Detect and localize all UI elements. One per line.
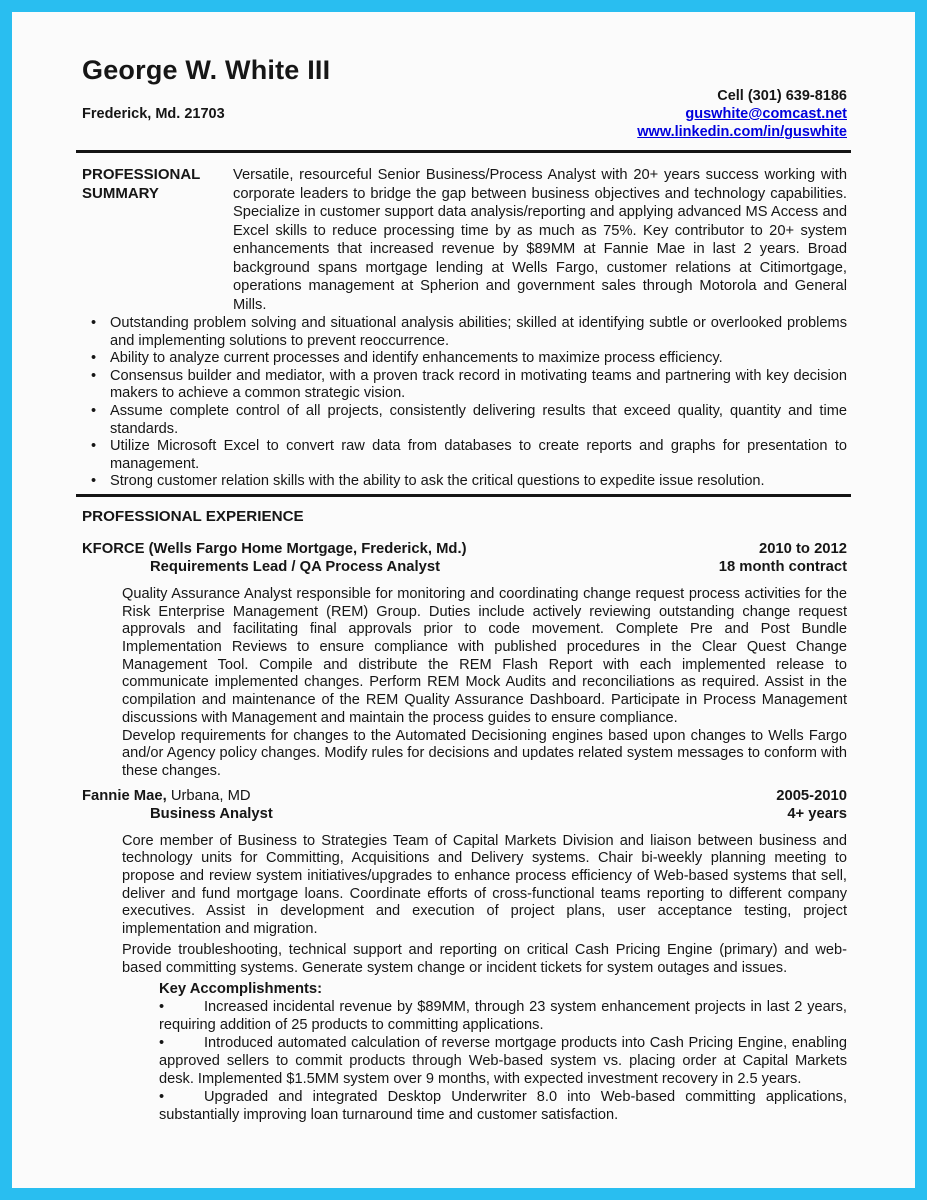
summary-bullet: • Assume complete control of all projects, consistently delivering results that exceed quality, quantity and time standards. (82, 403, 847, 438)
accomplishment-item: • Introduced automated calculation of reverse mortgage products into Cash Pricing Engine, enabling approved sellers to commit products through Web-based system vs. placing order at Capital Markets desk. Implemented $1.5MM system over 9 months, with expected investment recovery in 2.5 years. (159, 1035, 847, 1088)
bullet-icon: • (159, 1035, 165, 1052)
summary-text: Versatile, resourceful Senior Business/Process Analyst with 20+ years success working with corporate leaders to bridge the gap between business objectives and technology capabilities. Specialize in customer support data analysis/reporting and applying advanced MS Access and Excel skills to reduce processing time by as much as 75%. Key contributor to 20+ system enhancements that increased revenue by $89MM at Fannie Mae in last 2 years. Broad background spans mortgage lending at Wells Fargo, customer relations at Citimortgage, operations management at Spherion and government sales through Motorola and General Mills. (233, 167, 847, 313)
summary-bullet: • Ability to analyze current processes and identify enhancements to maximize process efficiency. (82, 350, 847, 368)
summary-bullet: • Consensus builder and mediator, with a proven track record in motivating teams and partnering with key decision makers to achieve a common strategic vision. (82, 368, 847, 403)
linkedin-link[interactable]: www.linkedin.com/in/guswhite (637, 124, 847, 140)
job-title: Business Analyst (150, 805, 273, 822)
job-title-row (82, 805, 847, 823)
experience-heading: PROFESSIONAL EXPERIENCE (82, 507, 304, 525)
job-kforce (82, 540, 847, 781)
bullet-icon: • (159, 999, 165, 1016)
summary-bullet: • Outstanding problem solving and situational analysis abilities; skilled at identifying subtle or overlooked problems and implementing solutions to prevent reoccurrence. (82, 315, 847, 350)
bullet-icon: • (159, 1089, 165, 1106)
job-description: Core member of Business to Strategies Team of Capital Markets Division and liaison between business and technology units for Committing, Acquisitions and Delivery systems. Chair bi-weekly planning meeting to propose and review system initiatives/upgrades to enhance process efficiency of Web-based systems that sell, deliver and fund mortgage loans. Coordinate efforts of cross-functional teams reporting to different company executives. Assist in development and execution of project plans, user acceptance testing, project implementation and migration. (122, 832, 847, 938)
summary-divider (76, 494, 851, 497)
summary-label: PROFESSIONAL SUMMARY (82, 166, 201, 202)
job-fannie-mae (82, 787, 847, 1125)
company-name: KFORCE (Wells Fargo Home Mortgage, Frederick, Md.) (82, 540, 467, 557)
job-title-row (82, 558, 847, 576)
location-text: Frederick, Md. 21703 (82, 106, 225, 122)
email-link[interactable]: guswhite@comcast.net (685, 106, 847, 122)
job-description: Develop requirements for changes to the Automated Decisioning engines based upon changes to Wells Fargo and/or Agency policy changes. Modify rules for decisions and updates related system messages to conform with these changes. (122, 727, 847, 779)
key-accomplishments-label: Key Accomplishments: (159, 981, 323, 998)
accomplishment-item: • Upgraded and integrated Desktop Underwriter 8.0 into Web-based committing applications, substantially improving loan turnaround time and customer satisfaction. (159, 1089, 847, 1124)
summary-bullet: • Utilize Microsoft Excel to convert raw data from databases to create reports and graphs for presentation to management. (82, 438, 847, 473)
header-divider (76, 150, 851, 153)
summary-bullet: • Strong customer relation skills with the ability to ask the critical questions to expedite issue resolution. (82, 473, 847, 491)
job-company-row (82, 540, 847, 558)
job-duration: 18 month contract (718, 558, 847, 575)
resume-content (12, 12, 915, 1124)
job-description: Provide troubleshooting, technical support and reporting on critical Cash Pricing Engine (primary) and web-based committing systems. Generate system change or incident tickets for system outages and issues. (122, 941, 847, 976)
person-name: George W. White III (82, 55, 331, 85)
professional-summary-section (82, 166, 847, 314)
job-dates: 2010 to 2012 (758, 540, 847, 557)
job-title: Requirements Lead / QA Process Analyst (150, 558, 441, 575)
summary-bullet-list (82, 315, 847, 491)
job-dates: 2005-2010 (776, 787, 847, 804)
job-duration: 4+ years (787, 805, 847, 822)
contact-header (82, 87, 847, 141)
job-company-row (82, 787, 847, 805)
phone-number: Cell (301) 639-8186 (717, 88, 847, 104)
accomplishment-item: • Increased incidental revenue by $89MM, through 23 system enhancement projects in last 2 years, requiring addition of 25 products to committing applications. (159, 999, 847, 1034)
job-description: Quality Assurance Analyst responsible for monitoring and coordinating change request process activities for the Risk Enterprise Management (REM) Group. Duties include actively reviewing outstanding change request approvals and facilitating final approvals prior to code movement. Complete Pre and Post Bundle Implementation Reviews to ensure compliance with published procedures in the Clear Quest Change Management Tool. Compile and distribute the REM Flash Report with each implemented release to communicate implemented changes. Perform REM Mock Audits and reconciliations as required. Assist in the compilation and maintenance of the REM Quality Assurance Dashboard. Participate in Process Management discussions with Management and maintain the process guides to ensure compliance. (122, 585, 847, 726)
company-name: Fannie Mae, Urbana, MD (82, 787, 251, 804)
